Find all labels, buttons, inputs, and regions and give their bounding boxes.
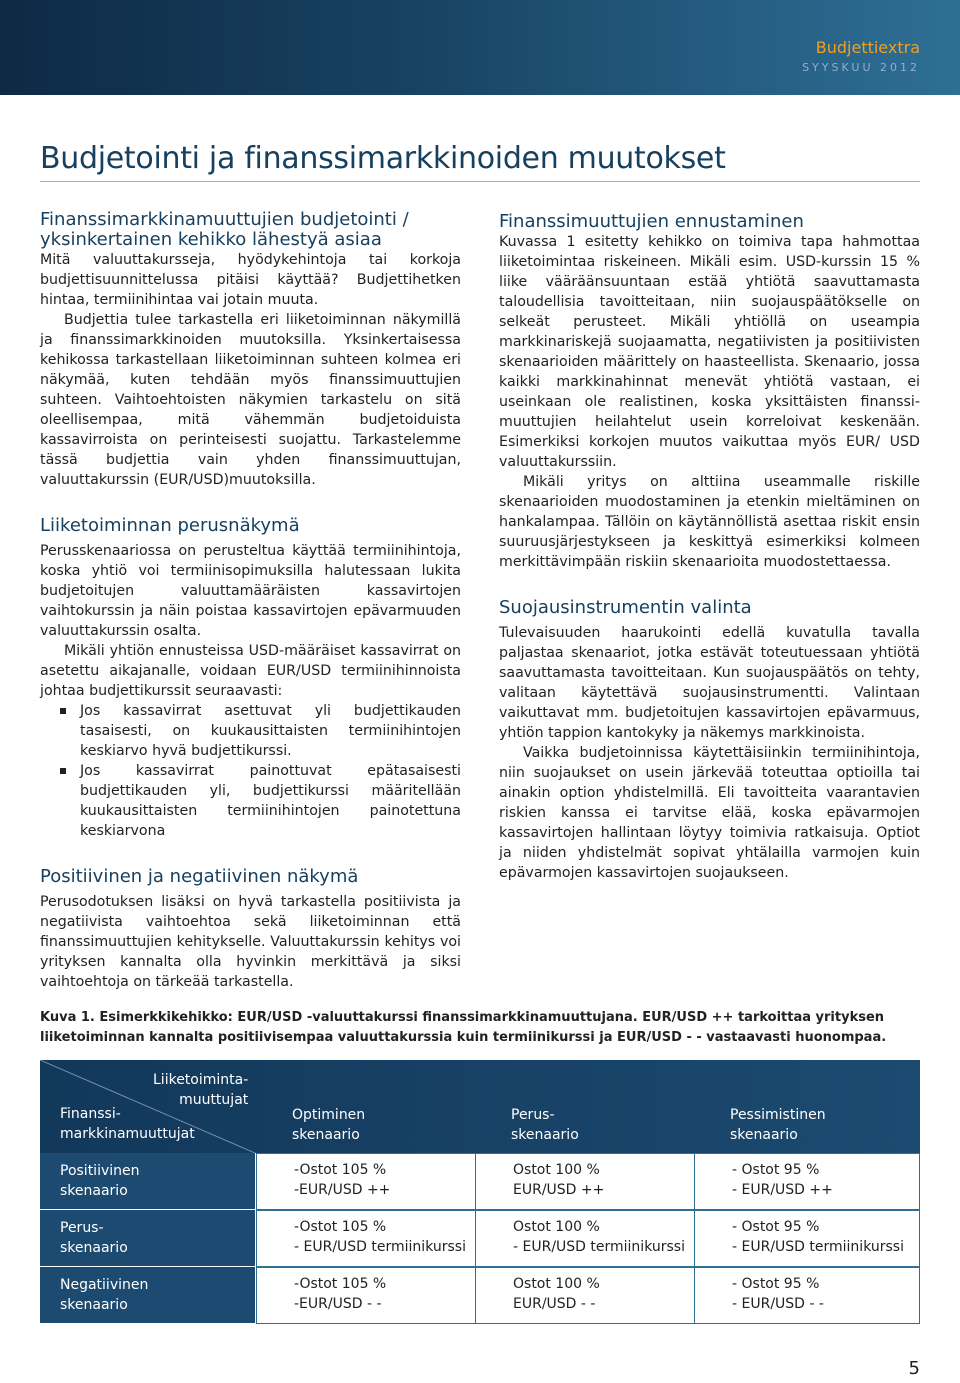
publication-name: Budjettiextra — [815, 38, 920, 57]
paragraph: Perusskenaariossa on perusteltua käyttää termiinihintoja, koska yhtiö voi termiinisopimuksilla halutessaan lukita budjetoitujen valuuttamääräisten kassavirtojen vaihtokurssin ja näin poistaa kassavirtojen epävarmuuden valuuttakurssin osalta. — [40, 543, 461, 639]
row-label-negatiivinen: Negatiivinen skenaario — [40, 1267, 255, 1323]
right-column — [499, 212, 920, 883]
left-column — [40, 210, 461, 992]
column-header-optiminen: Optiminen skenaario — [292, 1107, 366, 1143]
bullet-list — [40, 701, 461, 841]
section-heading: Positiivinen ja negatiivinen näkymä — [40, 866, 359, 887]
list-item: Jos kassavirrat asettuvat yli budjettikauden tasaisesti, on kuukausittaisten termiinihintojen keskiarvo hyvä budjettikurssi. — [40, 701, 461, 761]
row-label-perus: Perus- skenaario — [40, 1210, 255, 1266]
title-divider — [40, 181, 920, 182]
paragraph: Mikäli yritys on alttiina useammalle riskille skenaarioiden muodostaminen ja etenkin mieltäminen on hankalampaa. Tällöin on käytännöllistä asettaa riskit ensin suuruusjärjestykseen ja keskittyä esimerkiksi kolmeen merkittävimpään riskiin skenaarioita muodostettaessa. — [499, 474, 920, 570]
scenario-table — [40, 1060, 920, 1343]
paragraph: Mitä valuuttakursseja, hyödykehintoja tai korkoja budjettisuunnittelussa pitäisi käyttää? Budjettihetken hintaa, termiinihintaa vai jotain muuta. — [40, 252, 461, 308]
table-cell: - Ostot 95 % - EUR/USD termiinikurssi — [694, 1210, 920, 1267]
table-cell: -Ostot 105 % -EUR/USD - - — [256, 1267, 476, 1324]
figure-caption: Kuva 1. Esimerkkikehikko: EUR/USD -valuuttakurssi finanssimarkkinamuuttujana. EUR/USD ++ tarkoittaa yrityksen liiketoiminnan kannalta positiivisempaa valuuttakurssia kuin termiinikurssi ja EUR/USD - - vastaavasti huonompaa. — [40, 1010, 887, 1045]
section-heading: Suojausinstrumentin valinta — [499, 597, 752, 618]
paragraph: Budjettia tulee tarkastella eri liiketoiminnan näkymillä ja finanssimarkkinoiden muutoksilla. Yksinkertaisessa kehikossa tarkastellaan liiketoiminnan suhteen kolmea eri näkymää, kuten tehdään myös finanssimuuttujien suhteen. Vaihtoehtoisten näkymien tarkastelu on sitä oleellisempaa, mitä vähemmän budjetoiduista kassavirroista on perinteisesti suojattu. Tarkastelemme tässä budjettia vain yhden finanssimuuttujan, valuuttakurssin (EUR/USD)muutoksilla. — [40, 312, 461, 488]
paragraph: Perusodotuksen lisäksi on hyvä tarkastella positiivista ja negatiivista vaihtoehtoa sekä liiketoiminnan että finanssimuuttujien kehitykselle. Valuuttakurssin kehitys voi yrityksen kannalta olla hyvinkin merkittävä ja siksi vaihtoehtoja on tärkeää tarkastella. — [40, 894, 461, 990]
list-item: Jos kassavirrat painottuvat epätasaisesti budjettikauden yli, budjettikurssi määritellään kuukausittaisten termiinihintojen painotettuna keskiarvona — [40, 761, 461, 841]
section-ennustaminen — [499, 212, 920, 572]
section-heading: Finanssimarkkinamuuttujien budjetointi / yksinkertainen kehikko lähestyä asiaa — [40, 209, 409, 250]
row-label-positiivinen: Positiivinen skenaario — [40, 1153, 255, 1209]
section-budjetointi — [40, 210, 461, 490]
paragraph: Vaikka budjetoinnissa käytettäisiinkin termiinihintoja, niin suojaukset on usein järkevää toteuttaa optioilla tai ainakin option yhdistelmillä. Eli tavoitteita vaarantavien riskien kanssa ei tarvitse elää, koska epävarmojen kassavirtojen hallintaan löytyy toimivia ratkaisuja. Optiot ja niiden yhdistelmät sopivat yhtälailla varmojen kuin epävarmojen kassavirtojen suojaukseen. — [499, 745, 920, 881]
header-banner — [0, 0, 960, 95]
page-title: Budjetointi ja finanssimarkkinoiden muutokset — [40, 141, 726, 176]
table-cell: -Ostot 105 % -EUR/USD ++ — [256, 1153, 476, 1210]
paragraph: Mikäli yhtiön ennusteissa USD-määräiset kassavirrat on asetettu aikajanalle, voidaan EUR/USD termiinihinnoista johtaa budjettikurssit seuraavasti: — [40, 643, 461, 699]
table-cell: Ostot 100 % EUR/USD - - — [475, 1267, 695, 1324]
publication-date: SYYSKUU 2012 — [802, 61, 920, 74]
table-cell: - Ostot 95 % - EUR/USD ++ — [694, 1153, 920, 1210]
table-cell: Ostot 100 % EUR/USD ++ — [475, 1153, 695, 1210]
column-header-pessimistinen: Pessimistinen skenaario — [730, 1107, 826, 1143]
table-cell: - Ostot 95 % - EUR/USD - - — [694, 1267, 920, 1324]
paragraph: Tulevaisuuden haarukointi edellä kuvatulla tavalla paljastaa skenaariot, jotka estävät toteutuessaan yhtiötä saavuttamasta tavoitteitaan. Kun suojauspäätös on tehty, valitaan käytettävä suojausinstrumentti. Valintaan vaikuttavat mm. budjetoitujen kassavirtojen epävarmuus, yhtiön tappion kantokyky ja näkemys markkinoista. — [499, 625, 920, 741]
table-cell: -Ostot 105 % - EUR/USD termiinikurssi — [256, 1210, 476, 1267]
section-perusnakyma — [40, 516, 461, 841]
section-suojausinstrumentti — [499, 598, 920, 883]
section-heading: Finanssimuuttujien ennustaminen — [499, 211, 804, 232]
column-header-perus: Perus- skenaario — [511, 1107, 579, 1143]
page-number: 5 — [908, 1358, 920, 1379]
section-positiivinen-negatiivinen — [40, 867, 461, 992]
table-cell: Ostot 100 % - EUR/USD termiinikurssi — [475, 1210, 695, 1267]
paragraph: Kuvassa 1 esitetty kehikko on toimiva tapa hahmottaa liiketoimintaa riskeineen. Mikäli esim. USD-kurssin 15 % liike vääräänsuuntaan estää yhtiötä saavuttamasta taloudellisia tavoitteitaan, niin suojauspäätökselle on selkeät perusteet. Mikäli yhtiöllä on useampia markkinariskejä suojaamatta, negatiivisten ja positiivisten skenaarioiden määrittely on haasteellista. Skenaario, jossa kaikki markkinahinnat menevät yhtiötä vastaan, ei useinkaan ole realistinen, koska yksittäisten finanssi-muuttujien heilahtelut usein korreloivat keskenään. Esimerkiksi korkojen muutos vaikuttaa myös EUR/ USD valuuttakurssiin. — [499, 234, 920, 470]
corner-label-liiketoiminta: Liiketoiminta- muuttujat — [153, 1072, 249, 1108]
section-heading: Liiketoiminnan perusnäkymä — [40, 515, 300, 536]
corner-label-finanssi: Finanssi- markkinamuuttujat — [60, 1106, 195, 1142]
